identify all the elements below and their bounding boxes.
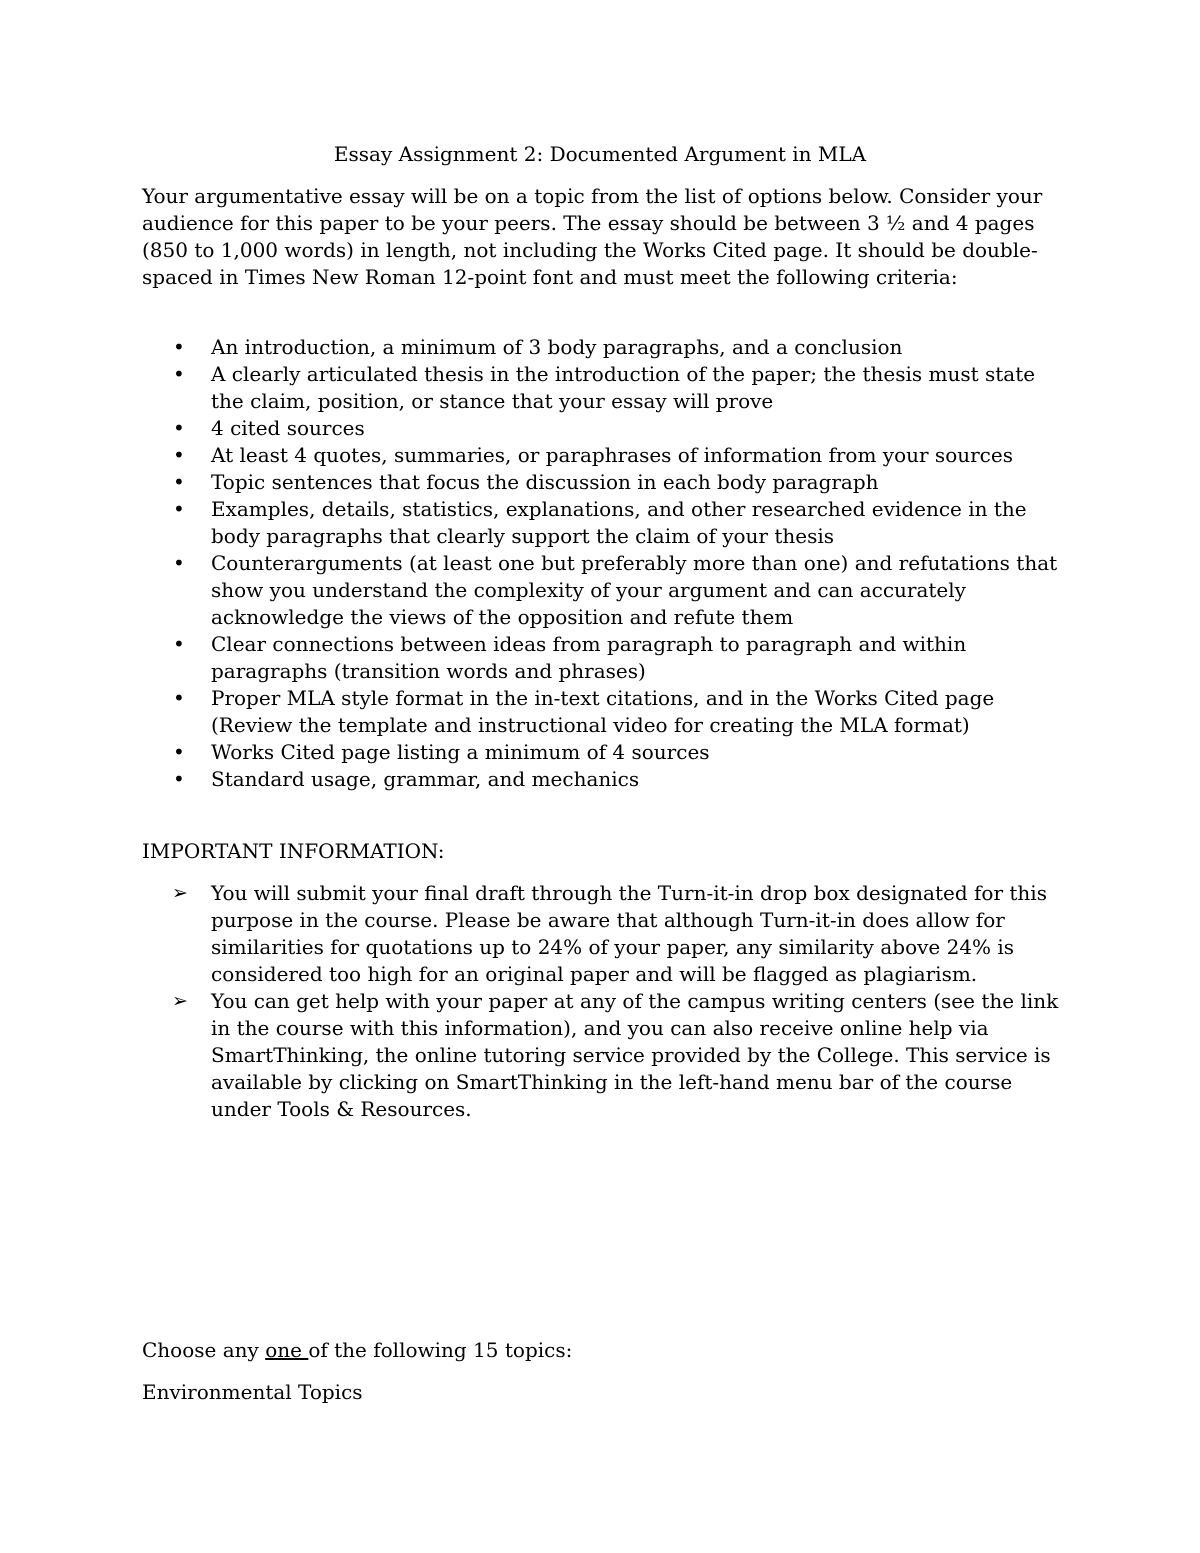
- arrow-bullet-icon: ➢: [172, 990, 188, 1012]
- criteria-text: 4 cited sources: [211, 416, 365, 440]
- list-item: [142, 415, 1072, 442]
- criteria-list: [142, 334, 1072, 793]
- bullet-icon: •: [173, 767, 185, 791]
- list-item: [142, 550, 1072, 631]
- choose-topic-line: [142, 1337, 1062, 1364]
- list-item: [142, 496, 1072, 550]
- choose-prefix: Choose any: [142, 1338, 266, 1362]
- list-item: [142, 766, 1072, 793]
- list-item: [142, 739, 1072, 766]
- bullet-icon: •: [173, 335, 185, 359]
- document-title: Essay Assignment 2: Documented Argument in MLA: [333, 142, 867, 166]
- list-item: [142, 334, 1072, 361]
- choose-suffix: of the following 15 topics:: [308, 1338, 573, 1362]
- criteria-text: At least 4 quotes, summaries, or paraphrases of information from your sources: [211, 443, 1013, 467]
- bullet-icon: •: [173, 740, 185, 764]
- bullet-icon: •: [173, 497, 185, 521]
- bullet-icon: •: [173, 470, 185, 494]
- category-heading: Environmental Topics: [142, 1380, 363, 1404]
- list-item: [142, 631, 1072, 685]
- bullet-icon: •: [173, 686, 185, 710]
- criteria-text: A clearly articulated thesis in the introduction of the paper; the thesis must state the claim, position, or stance that your essay will prove: [211, 362, 1036, 413]
- list-item: [142, 880, 1072, 988]
- list-item: [142, 685, 1072, 739]
- important-text: You can get help with your paper at any of the campus writing centers (see the link in the course with this information), and you can also receive online help via SmartThinking, the online tutoring service provided by the College. This service is available by clicking on SmartThinking in the left-hand menu bar of the course under Tools & Resources.: [211, 989, 1059, 1121]
- criteria-text: Counterarguments (at least one but preferably more than one) and refutations that show you understand the complexity of your argument and can accurately acknowledge the views of the opposition and refute them: [211, 551, 1058, 629]
- intro-paragraph: Your argumentative essay will be on a topic from the list of options below. Consider your audience for this paper to be your peers. The essay should be between 3 ½ and 4 pages (850 to 1,000 words) in length, not including the Works Cited page. It should be double-spaced in Times New Roman 12-point font and must meet the following criteria:: [142, 184, 1043, 289]
- criteria-text: Topic sentences that focus the discussion in each body paragraph: [211, 470, 879, 494]
- bullet-icon: •: [173, 362, 185, 386]
- list-item: [142, 442, 1072, 469]
- criteria-text: Standard usage, grammar, and mechanics: [211, 767, 640, 791]
- choose-underlined: one: [265, 1338, 309, 1362]
- bullet-icon: •: [173, 632, 185, 656]
- important-text: You will submit your final draft through the Turn-it-in drop box designated for this purpose in the course. Please be aware that although Turn-it-in does allow for similarities for quotations up to 24% of your paper, any similarity above 24% is considered too high for an original paper and will be flagged as plagiarism.: [211, 881, 1047, 986]
- list-item: [142, 469, 1072, 496]
- criteria-text: Proper MLA style format in the in-text citations, and in the Works Cited page (Review the template and instructional video for creating the MLA format): [211, 686, 995, 737]
- important-heading: IMPORTANT INFORMATION:: [142, 839, 445, 863]
- criteria-text: Clear connections between ideas from paragraph to paragraph and within paragraphs (transition words and phrases): [211, 632, 967, 683]
- important-list: [142, 880, 1072, 1123]
- criteria-text: An introduction, a minimum of 3 body paragraphs, and a conclusion: [211, 335, 903, 359]
- criteria-text: Examples, details, statistics, explanations, and other researched evidence in the body paragraphs that clearly support the claim of your thesis: [211, 497, 1027, 548]
- bullet-icon: •: [173, 443, 185, 467]
- bullet-icon: •: [173, 551, 185, 575]
- criteria-text: Works Cited page listing a minimum of 4 sources: [211, 740, 710, 764]
- list-item: [142, 361, 1072, 415]
- list-item: [142, 988, 1072, 1123]
- arrow-bullet-icon: ➢: [172, 882, 188, 904]
- bullet-icon: •: [173, 416, 185, 440]
